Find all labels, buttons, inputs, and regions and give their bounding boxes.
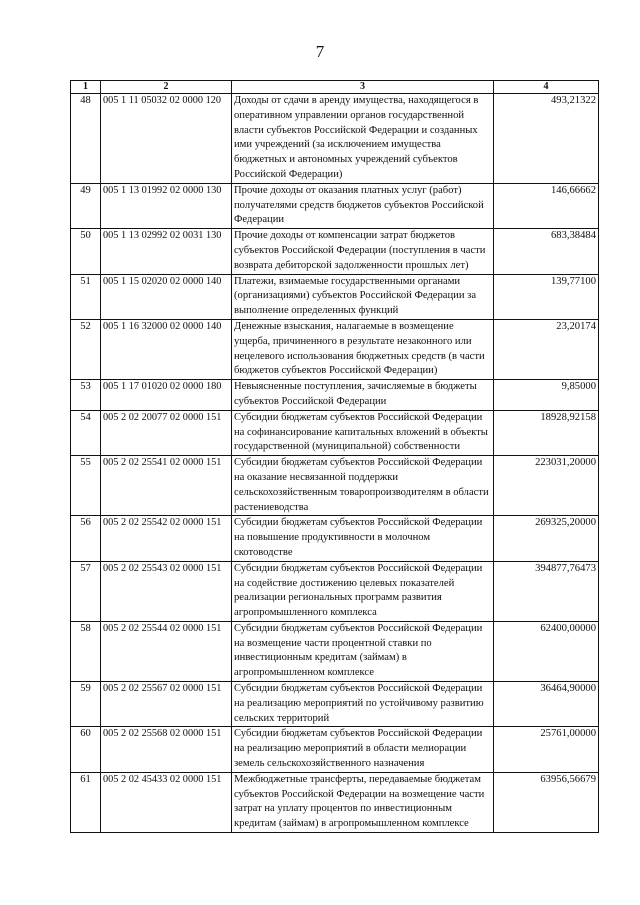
row-number: 56: [71, 516, 101, 561]
row-number: 53: [71, 380, 101, 411]
row-number: 51: [71, 274, 101, 319]
budget-code: 005 1 11 05032 02 0000 120: [101, 94, 232, 184]
amount: 683,38484: [494, 229, 599, 274]
amount: 62400,00000: [494, 621, 599, 681]
row-number: 61: [71, 772, 101, 832]
table-row: [71, 772, 599, 832]
row-number: 52: [71, 319, 101, 379]
amount: 25761,00000: [494, 727, 599, 772]
amount: 18928,92158: [494, 410, 599, 455]
row-number: 60: [71, 727, 101, 772]
revenue-name: Субсидии бюджетам субъектов Российской Федерации на возмещение части процентной ставки по инвестиционным кредитам (займам) в агропромышленном комплексе: [232, 621, 494, 681]
page-number: 7: [315, 42, 325, 61]
budget-code: 005 1 17 01020 02 0000 180: [101, 380, 232, 411]
revenue-name: Прочие доходы от оказания платных услуг (работ) получателями средств бюджетов субъектов Российской Федерации: [232, 183, 494, 228]
amount: 139,77100: [494, 274, 599, 319]
revenue-name: Субсидии бюджетам субъектов Российской Федерации на реализацию мероприятий по устойчивому развитию сельских территорий: [232, 682, 494, 727]
revenue-name: Межбюджетные трансферты, передаваемые бюджетам субъектов Российской Федерации на возмещение части затрат на уплату процентов по инвестиционным кредитам (займам) в агропромышленном комплексе: [232, 772, 494, 832]
table-row: [71, 319, 599, 379]
table-row: [71, 94, 599, 184]
table-row: [71, 561, 599, 621]
row-number: 59: [71, 682, 101, 727]
column-header-3: 3: [232, 81, 494, 94]
table-row: [71, 727, 599, 772]
budget-code: 005 1 13 01992 02 0000 130: [101, 183, 232, 228]
table-header-row: [71, 81, 599, 94]
row-number: 57: [71, 561, 101, 621]
budget-code: 005 2 02 25568 02 0000 151: [101, 727, 232, 772]
amount: 223031,20000: [494, 456, 599, 516]
table-row: [71, 682, 599, 727]
amount: 394877,76473: [494, 561, 599, 621]
budget-code: 005 2 02 25542 02 0000 151: [101, 516, 232, 561]
revenue-name: Платежи, взимаемые государственными органами (организациями) субъектов Российской Федерации за выполнение определенных функций: [232, 274, 494, 319]
column-header-1: 1: [71, 81, 101, 94]
amount: 63956,56679: [494, 772, 599, 832]
row-number: 48: [71, 94, 101, 184]
budget-code: 005 2 02 20077 02 0000 151: [101, 410, 232, 455]
row-number: 49: [71, 183, 101, 228]
revenue-name: Доходы от сдачи в аренду имущества, находящегося в оперативном управлении органов государственной власти субъектов Российской Федерации и созданных ими учреждений (за исключением имущества бюджетных и автономных учреждений субъектов Российской Федерации): [232, 94, 494, 184]
table-row: [71, 274, 599, 319]
row-number: 58: [71, 621, 101, 681]
revenue-name: Субсидии бюджетам субъектов Российской Федерации на содействие достижению целевых показателей реализации региональных программ развития агропромышленного комплекса: [232, 561, 494, 621]
table-row: [71, 183, 599, 228]
amount: 269325,20000: [494, 516, 599, 561]
revenue-name: Субсидии бюджетам субъектов Российской Федерации на повышение продуктивности в молочном скотоводстве: [232, 516, 494, 561]
revenue-name: Субсидии бюджетам субъектов Российской Федерации на софинансирование капитальных вложений в объекты государственной (муниципальной) собственности: [232, 410, 494, 455]
budget-code: 005 2 02 25543 02 0000 151: [101, 561, 232, 621]
table-row: [71, 516, 599, 561]
row-number: 55: [71, 456, 101, 516]
table-row: [71, 380, 599, 411]
budget-code: 005 2 02 25541 02 0000 151: [101, 456, 232, 516]
table-row: [71, 229, 599, 274]
budget-code: 005 2 02 45433 02 0000 151: [101, 772, 232, 832]
revenue-table: [70, 80, 599, 833]
column-header-4: 4: [494, 81, 599, 94]
budget-code: 005 2 02 25567 02 0000 151: [101, 682, 232, 727]
budget-code: 005 1 15 02020 02 0000 140: [101, 274, 232, 319]
row-number: 54: [71, 410, 101, 455]
table-row: [71, 621, 599, 681]
table-row: [71, 410, 599, 455]
row-number: 50: [71, 229, 101, 274]
revenue-name: Прочие доходы от компенсации затрат бюджетов субъектов Российской Федерации (поступления в части возврата дебиторской задолженности прошлых лет): [232, 229, 494, 274]
budget-code: 005 1 16 32000 02 0000 140: [101, 319, 232, 379]
budget-code: 005 1 13 02992 02 0031 130: [101, 229, 232, 274]
table-row: [71, 456, 599, 516]
revenue-name: Невыясненные поступления, зачисляемые в бюджеты субъектов Российской Федерации: [232, 380, 494, 411]
amount: 23,20174: [494, 319, 599, 379]
revenue-name: Субсидии бюджетам субъектов Российской Федерации на реализацию мероприятий в области мелиорации земель сельскохозяйственного назначения: [232, 727, 494, 772]
table-body: [71, 94, 599, 833]
column-header-2: 2: [101, 81, 232, 94]
revenue-name: Субсидии бюджетам субъектов Российской Федерации на оказание несвязанной поддержки сельскохозяйственным товаропроизводителям в области растениеводства: [232, 456, 494, 516]
amount: 146,66662: [494, 183, 599, 228]
budget-code: 005 2 02 25544 02 0000 151: [101, 621, 232, 681]
amount: 493,21322: [494, 94, 599, 184]
revenue-name: Денежные взыскания, налагаемые в возмещение ущерба, причиненного в результате незаконного или нецелевого использования бюджетных средств (в части бюджетов субъектов Российской Федерации): [232, 319, 494, 379]
amount: 36464,90000: [494, 682, 599, 727]
amount: 9,85000: [494, 380, 599, 411]
